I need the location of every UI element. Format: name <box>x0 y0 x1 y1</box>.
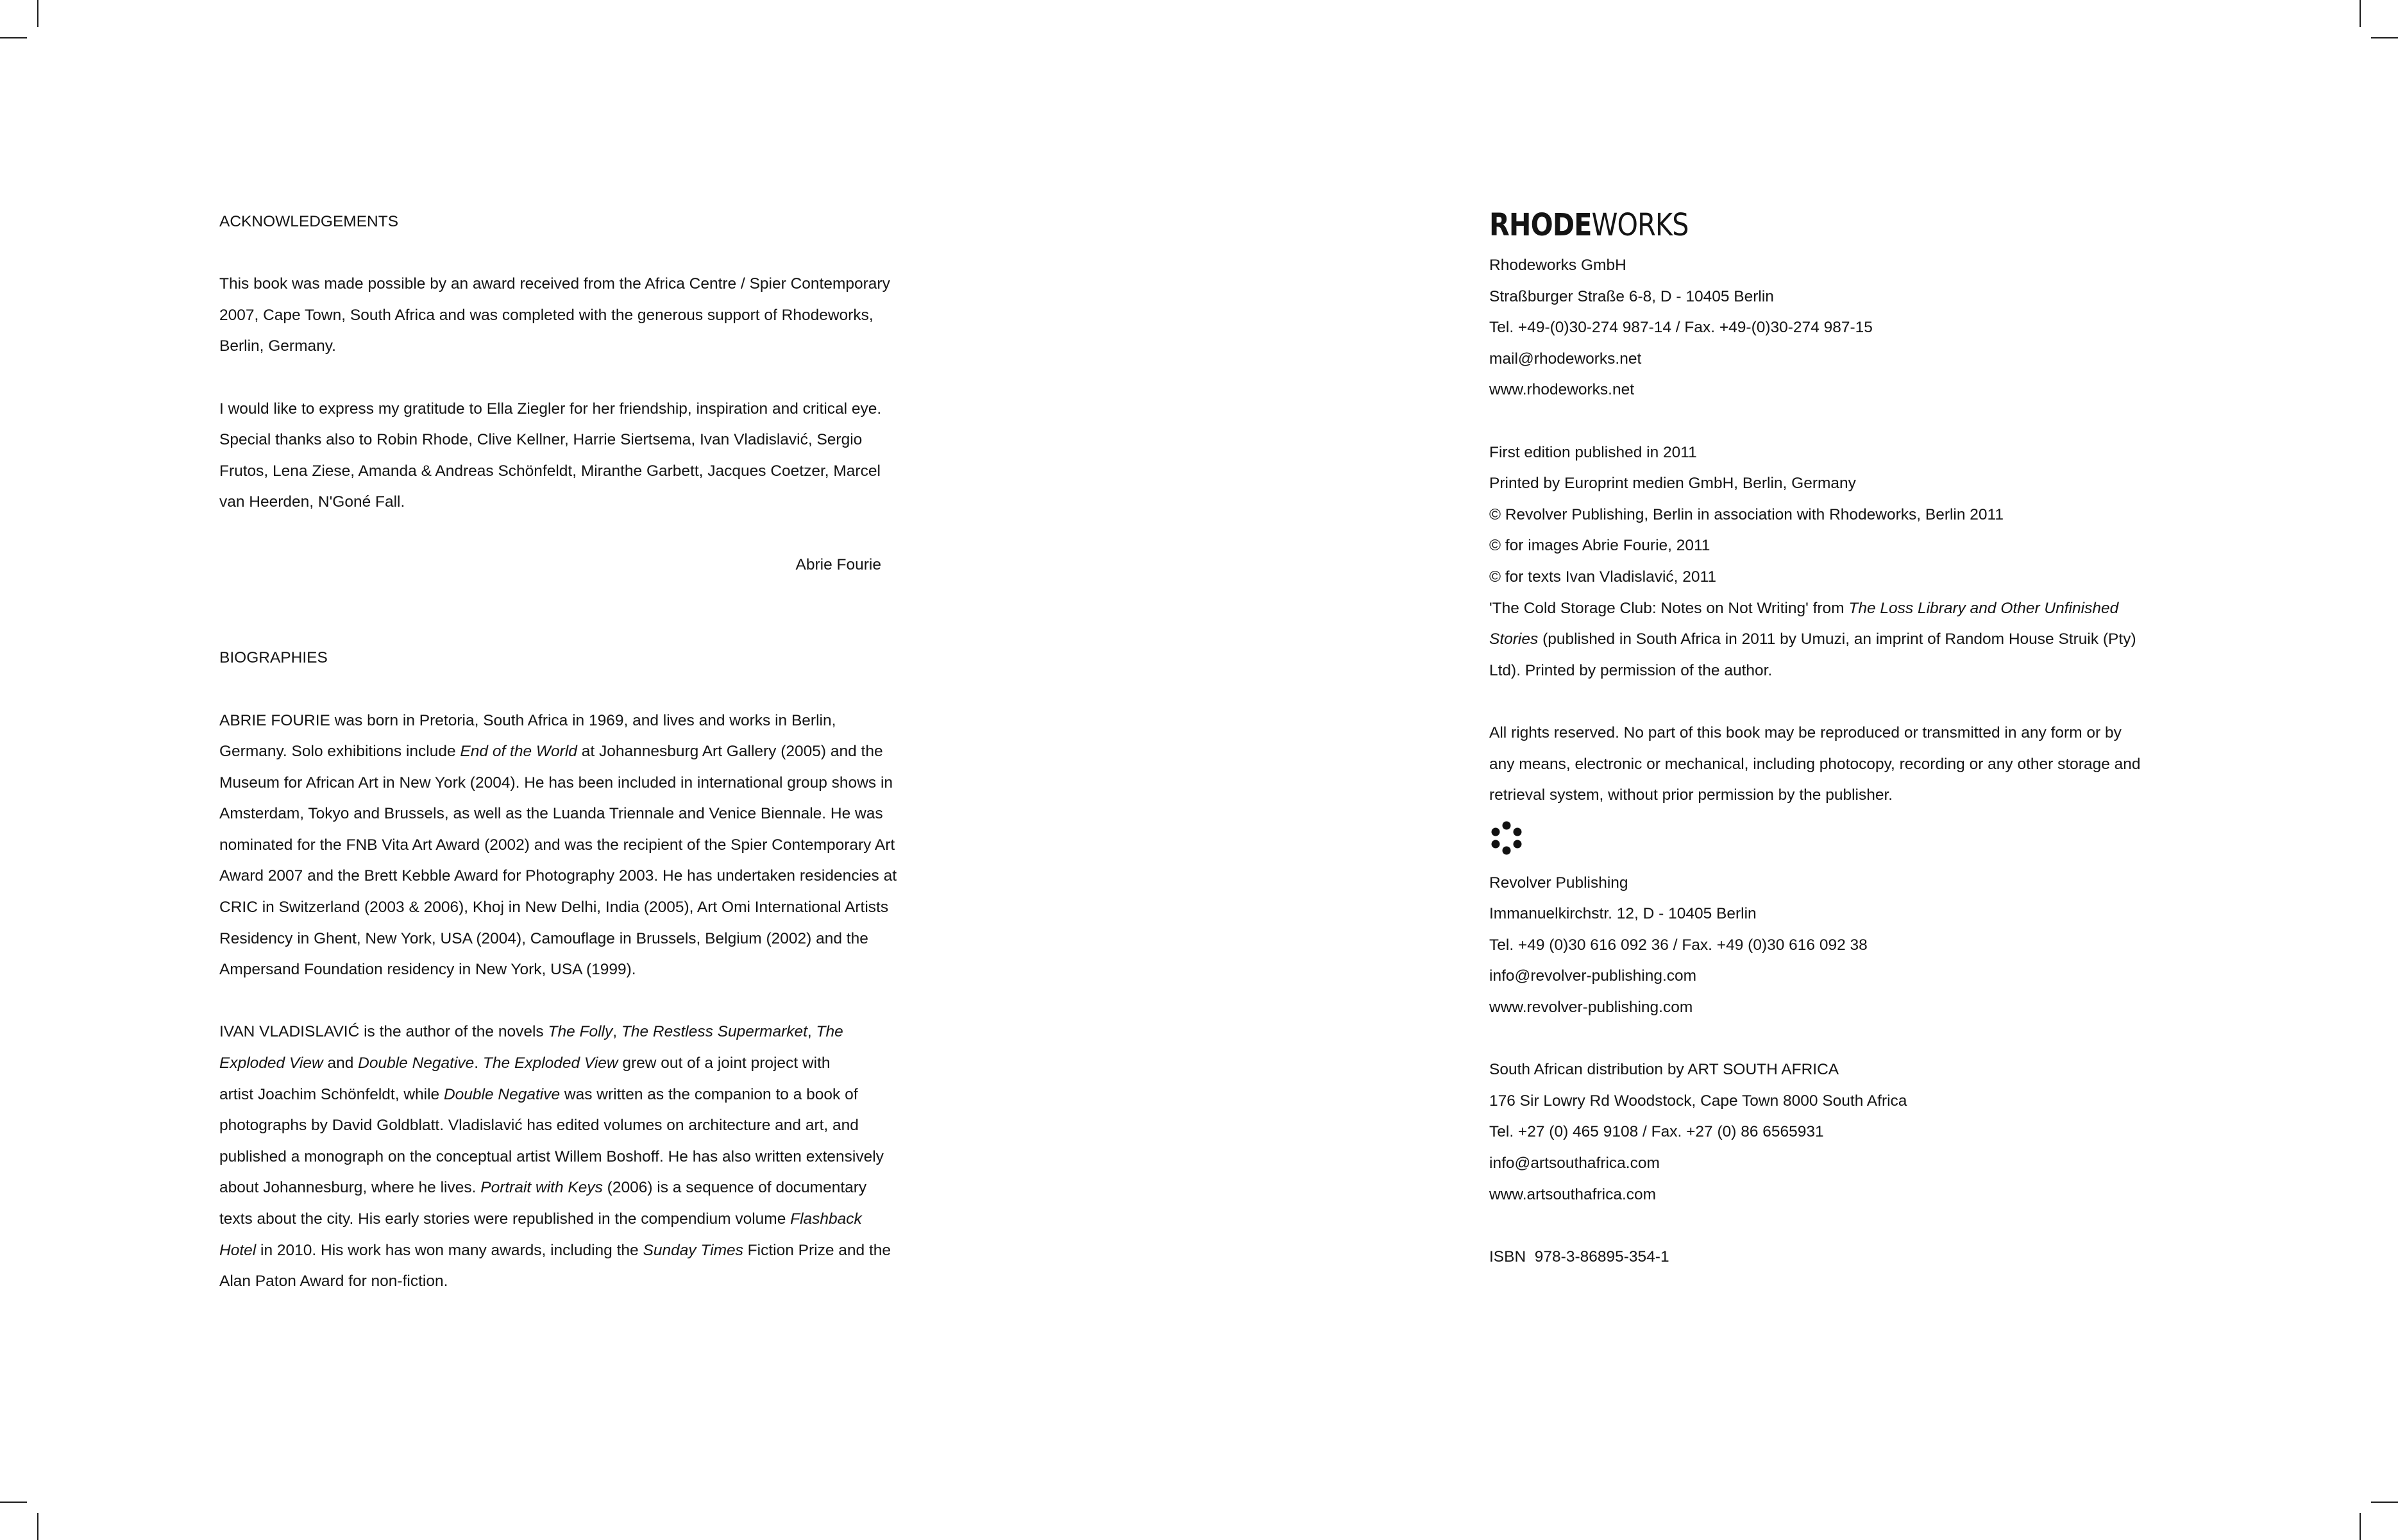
text-line: Ltd). Printed by permission of the author. <box>1489 661 1773 679</box>
text-line <box>219 1235 925 1267</box>
text-span: , <box>612 1023 621 1041</box>
text-line: I would like to express my gratitude to Ella Ziegler for her friendship, inspiration and critical eye. <box>219 400 882 418</box>
edition-info <box>1489 437 2208 687</box>
text-span: (2006) is a sequence of documentary <box>602 1179 867 1197</box>
text-line: Tel. +27 (0) 465 9108 / Fax. +27 (0) 86 6565931 <box>1489 1123 1824 1141</box>
text-line <box>219 1204 925 1235</box>
acknowledgements-paragraph-2 <box>219 394 925 518</box>
text-line: Alan Paton Award for non-fiction. <box>219 1273 448 1290</box>
text-line: Special thanks also to Robin Rhode, Clive Kellner, Harrie Siertsema, Ivan Vladislavić, Sergio <box>219 431 863 449</box>
biography-abrie-fourie <box>219 706 925 986</box>
revolver-contact <box>1489 868 2208 1024</box>
art-south-africa-contact <box>1489 1054 2208 1210</box>
text-span: texts about the city. His early stories were republished in the compendium volume <box>219 1210 791 1228</box>
text-span: 'The Cold Storage Club: Notes on Not Writing' from <box>1489 599 1849 617</box>
text-line: Ampersand Foundation residency in New York, USA (1999). <box>219 961 636 979</box>
title-span: Double Negative <box>443 1085 561 1103</box>
text-span: Germany. Solo exhibitions include <box>219 743 460 761</box>
text-line <box>1489 624 2208 656</box>
biographies-heading: BIOGRAPHIES <box>219 649 328 667</box>
text-line: any means, electronic or mechanical, including photocopy, recording or any other storage and <box>1489 755 2141 773</box>
text-line <box>1489 593 2208 625</box>
text-line: This book was made possible by an award received from the Africa Centre / Spier Contemporary <box>219 275 890 293</box>
text-span: IVAN VLADISLAVIĆ is the author of the novels <box>219 1023 548 1041</box>
revolver-logo-icon <box>1489 820 1524 855</box>
title-span: The Loss Library and Other Unfinished <box>1848 599 2119 617</box>
acknowledgements-paragraph-1 <box>219 269 925 362</box>
text-span: at Johannesburg Art Gallery (2005) and the <box>577 743 883 761</box>
title-span: The Restless Supermarket <box>621 1023 807 1041</box>
text-line: ABRIE FOURIE was born in Pretoria, South Africa in 1969, and lives and works in Berlin, <box>219 711 836 729</box>
text-line: Museum for African Art in New York (2004). He has been included in international group shows in <box>219 774 893 791</box>
email-link: info@revolver-publishing.com <box>1489 967 1697 985</box>
title-span: Portrait with Keys <box>480 1179 603 1197</box>
title-span: Stories <box>1489 630 1539 648</box>
text-line: © Revolver Publishing, Berlin in association with Rhodeworks, Berlin 2011 <box>1489 505 2004 523</box>
crop-mark <box>2371 1502 2398 1503</box>
crop-mark <box>37 1513 38 1540</box>
text-line <box>219 1172 925 1204</box>
rhodeworks-logo <box>1489 205 2107 245</box>
crop-mark <box>0 37 27 38</box>
text-span: (published in South Africa in 2011 by Umuzi, an imprint of Random House Struik (Pty) <box>1538 630 2136 648</box>
acknowledgements-heading: ACKNOWLEDGEMENTS <box>219 213 399 230</box>
title-span: Sunday Times <box>643 1241 743 1259</box>
text-line <box>219 1079 925 1111</box>
crop-mark <box>2360 0 2361 27</box>
left-page <box>219 207 925 1298</box>
right-page <box>1489 205 2208 1273</box>
text-line: Immanuelkirchstr. 12, D - 10405 Berlin <box>1489 905 1757 923</box>
text-line: Rhodeworks GmbH <box>1489 257 1626 274</box>
text-span: grew out of a joint project with <box>618 1054 831 1072</box>
title-span: Flashback <box>790 1210 862 1228</box>
text-line: photographs by David Goldblatt. Vladislavić has edited volumes on architecture and art, and <box>219 1117 859 1135</box>
text-line <box>219 1017 925 1048</box>
text-span: and <box>323 1054 359 1072</box>
text-line: van Heerden, N'Goné Fall. <box>219 493 405 511</box>
text-line: © for images Abrie Fourie, 2011 <box>1489 537 1710 555</box>
text-line: retrieval system, without prior permission by the publisher. <box>1489 786 1893 804</box>
text-line: nominated for the FNB Vita Art Award (2002) and was the recipient of the Spier Contemporary Art <box>219 836 895 854</box>
text-line: Residency in Ghent, New York, USA (2004), Camouflage in Brussels, Belgium (2002) and the <box>219 929 868 947</box>
text-line <box>219 1048 925 1079</box>
text-line: All rights reserved. No part of this book may be reproduced or transmitted in any form or by <box>1489 723 2122 741</box>
crop-mark <box>0 1502 27 1503</box>
title-span: Exploded View <box>219 1054 323 1072</box>
text-line: 2007, Cape Town, South Africa and was completed with the generous support of Rhodeworks, <box>219 306 874 324</box>
text-line: Amsterdam, Tokyo and Brussels, as well as the Luanda Triennale and Venice Biennale. He was <box>219 805 883 823</box>
email-link: mail@rhodeworks.net <box>1489 350 1642 368</box>
isbn: ISBN 978-3-86895-354-1 <box>1489 1248 1669 1265</box>
crop-mark <box>2360 1513 2361 1540</box>
logo-light-part: WORKS <box>1591 207 1689 243</box>
title-span: The <box>816 1023 843 1041</box>
text-span: artist Joachim Schönfeldt, while <box>219 1085 444 1103</box>
text-line: 176 Sir Lowry Rd Woodstock, Cape Town 8000 South Africa <box>1489 1092 1907 1110</box>
text-line: South African distribution by ART SOUTH AFRICA <box>1489 1061 1839 1079</box>
text-line: CRIC in Switzerland (2003 & 2006), Khoj in New Delhi, India (2005), Art Omi International Artists <box>219 899 889 917</box>
title-span: The Exploded View <box>482 1054 618 1072</box>
website-link: www.rhodeworks.net <box>1489 381 1635 399</box>
website-link: www.artsouthafrica.com <box>1489 1185 1657 1203</box>
signature: Abrie Fourie <box>795 555 881 573</box>
email-link: info@artsouthafrica.com <box>1489 1155 1660 1172</box>
text-line: published a monograph on the conceptual artist Willem Boshoff. He has also written extensively <box>219 1147 884 1165</box>
text-line: Straßburger Straße 6-8, D - 10405 Berlin <box>1489 287 1774 305</box>
title-span: End of the World <box>460 743 577 761</box>
website-link: www.revolver-publishing.com <box>1489 999 1693 1017</box>
title-span: Hotel <box>219 1241 257 1259</box>
text-span: was written as the companion to a book of <box>560 1085 858 1103</box>
text-line: Tel. +49 (0)30 616 092 36 / Fax. +49 (0)30 616 092 38 <box>1489 936 1868 954</box>
text-line: Berlin, Germany. <box>219 337 336 355</box>
title-span: Double Negative <box>358 1054 475 1072</box>
text-line: Printed by Europrint medien GmbH, Berlin, Germany <box>1489 475 1856 493</box>
crop-mark <box>37 0 38 27</box>
text-line: © for texts Ivan Vladislavić, 2011 <box>1489 568 1716 586</box>
crop-mark <box>2371 37 2398 38</box>
biography-ivan-vladislavic <box>219 1017 925 1297</box>
text-line: Frutos, Lena Ziese, Amanda & Andreas Schönfeldt, Miranthe Garbett, Jacques Coetzer, Marcel <box>219 462 881 480</box>
rights-notice <box>1489 718 2208 811</box>
text-span: in 2010. His work has won many awards, including the <box>256 1241 643 1259</box>
text-line: Tel. +49-(0)30-274 987-14 / Fax. +49-(0)30-274 987-15 <box>1489 319 1873 337</box>
text-line: Revolver Publishing <box>1489 874 1628 892</box>
text-line: First edition published in 2011 <box>1489 443 1697 461</box>
text-span: Fiction Prize and the <box>743 1241 891 1259</box>
text-line <box>219 736 925 768</box>
title-span: The Folly <box>548 1023 613 1041</box>
text-line: Award 2007 and the Brett Kebble Award for Photography 2003. He has undertaken residencies at <box>219 867 897 885</box>
rhodeworks-contact <box>1489 250 2208 406</box>
text-span: . <box>474 1054 483 1072</box>
logo-bold-part: RHODE <box>1489 207 1592 243</box>
text-span: , <box>807 1023 816 1041</box>
text-span: about Johannesburg, where he lives. <box>219 1179 481 1197</box>
